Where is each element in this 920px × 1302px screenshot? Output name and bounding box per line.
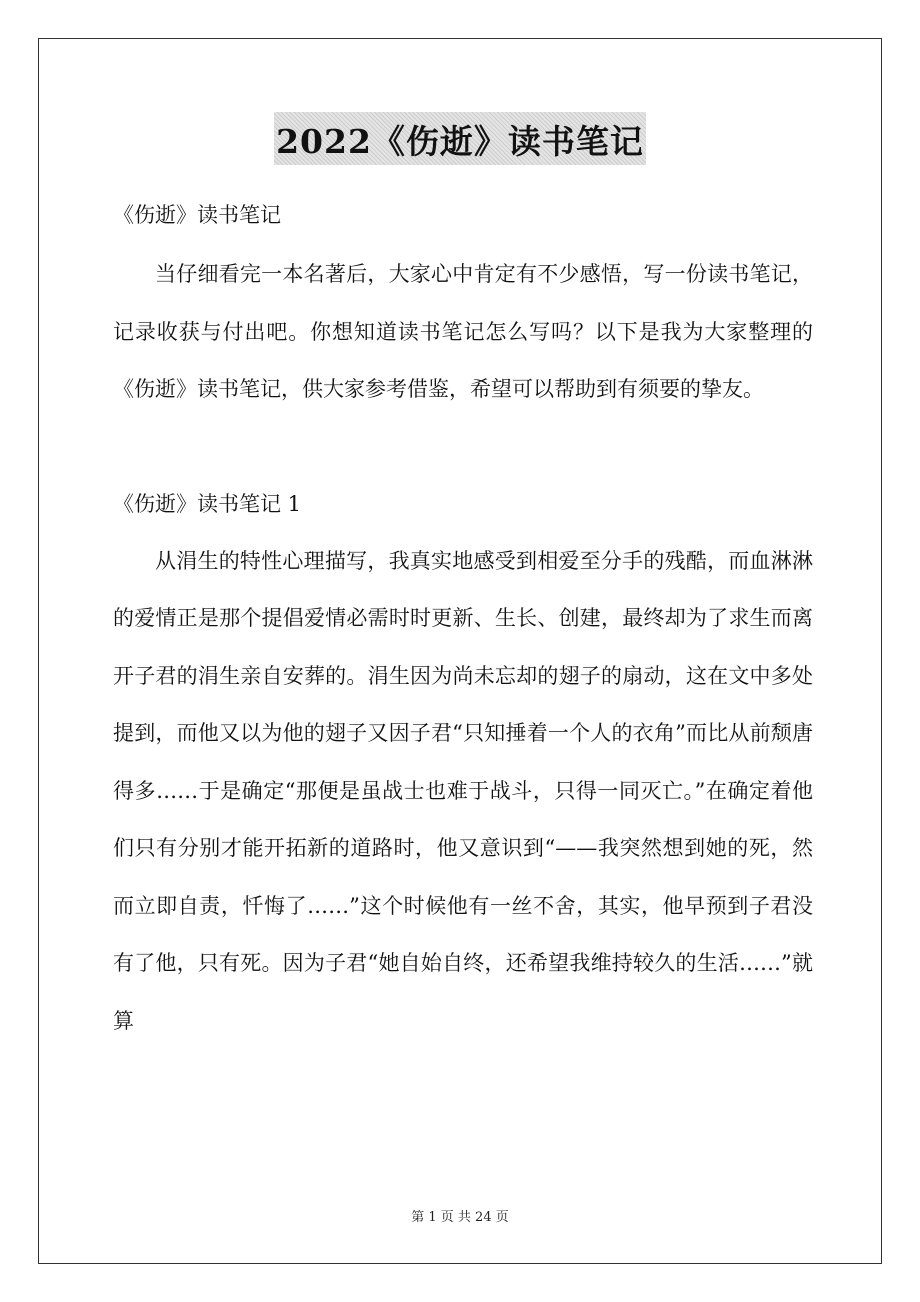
- page-number-footer: 第 1 页 共 24 页: [411, 1210, 509, 1225]
- document-body: [113, 192, 813, 1050]
- section-paragraph-1: 从涓生的特性心理描写，我真实地感受到相爱至分手的残酷，而血淋淋的爱情正是那个提倡爱情必需时时更新、生长、创建，最终却为了求生而离开子君的涓生亲自安葬的。涓生因为尚未忘却的翅子的扇动，这在文中多处提到，而他又以为他的翅子又因子君“只知捶着一个人的衣角”而比从前颓唐得多……于是确定“那便是虽战士也难于战斗，只得一同灭亡。”在确定着他们只有分别才能开拓新的道路时，他又意识到“——我突然想到她的死，然而立即自责，忏悔了……”这个时候他有一丝不舍，其实，他早预到子君没有了他，只有死。因为子君“她自始自终，还希望我维持较久的生活……”就算: [113, 548, 813, 1033]
- intro-heading: 《伤逝》读书笔记: [113, 203, 281, 227]
- document-title-text: 2022《伤逝》读书笔记: [274, 112, 646, 165]
- section-heading-1: 《伤逝》读书笔记 1: [113, 491, 302, 516]
- intro-paragraph: 当仔细看完一本名著后，大家心中肯定有不少感悟，写一份读书笔记，记录收获与付出吧。你想知道读书笔记怎么写吗？以下是我为大家整理的《伤逝》读书笔记，供大家参考借鉴，希望可以帮助到有须要的挚友。: [113, 262, 813, 401]
- document-title: [0, 112, 920, 165]
